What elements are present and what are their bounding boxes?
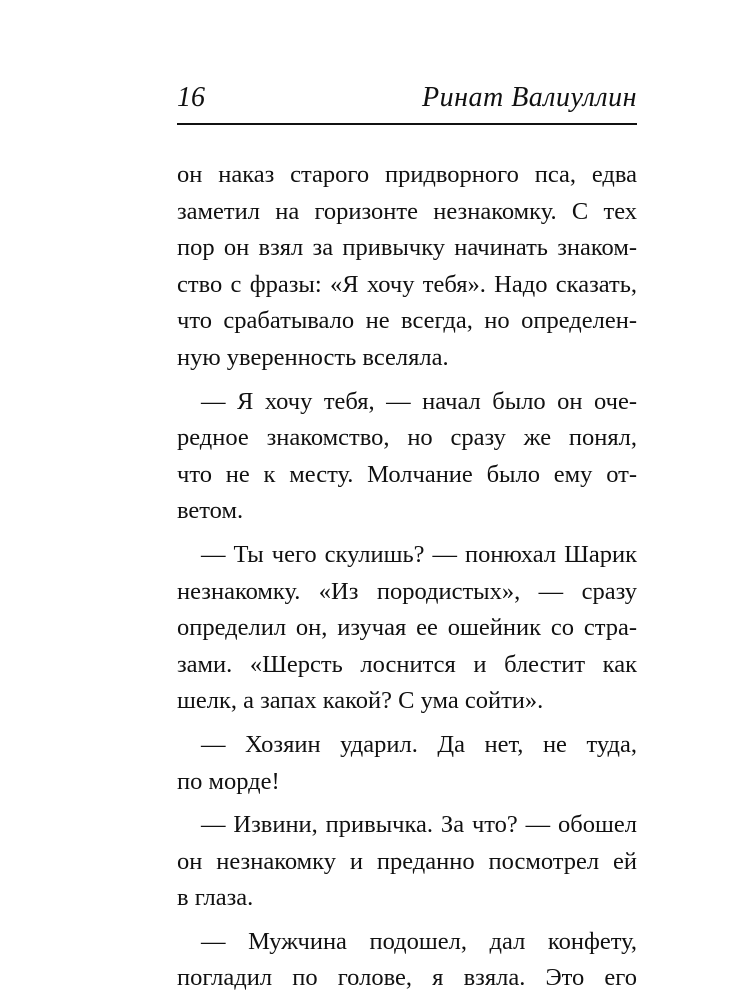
text-line: он наказ старого придворного пса, едва: [177, 161, 637, 188]
text-line: — Хозяин ударил. Да нет, не туда,: [201, 730, 637, 758]
header-rule: [177, 123, 637, 125]
text-line: редное знакомство, но сразу же понял,: [177, 424, 637, 452]
text-line: — Я хочу тебя, — начал было он оче-: [201, 387, 637, 415]
paragraph: [177, 807, 637, 917]
text-line: заметил на горизонте незнакомку. С тех: [177, 197, 637, 225]
paragraph-gap: [177, 800, 637, 807]
paragraph: [177, 157, 637, 377]
text-line: ную уверенность вселяла.: [177, 343, 449, 371]
text-line: в глаза.: [177, 884, 254, 912]
paragraph-gap: [177, 720, 637, 727]
text-line: — Извини, привычка. За что? — обошел: [201, 811, 637, 839]
text-line: — Ты чего скулишь? — понюхал Шарик: [201, 540, 637, 568]
paragraph-gap: [177, 377, 637, 384]
text-line: по морде!: [177, 767, 280, 795]
body-text: [177, 157, 637, 997]
text-line: погладил по голове, я взяла. Это его: [177, 964, 637, 992]
text-line: что не к месту. Молчание было ему от-: [177, 460, 637, 488]
text-line: ство с фразы: «Я хочу тебя». Надо сказать,: [177, 270, 637, 298]
text-line: — Мужчина подошел, дал конфету,: [201, 927, 637, 955]
text-line: определил он, изучая ее ошейник со стра-: [177, 614, 637, 642]
text-line: пор он взял за привычку начинать знаком-: [177, 234, 637, 262]
text-line: что срабатывало не всегда, но определен-: [177, 307, 637, 335]
paragraph: [177, 384, 637, 530]
text-line: зами. «Шерсть лоснится и блестит как: [177, 650, 637, 678]
page-number: 16: [177, 82, 205, 113]
paragraph: [177, 537, 637, 720]
text-line: ветом.: [177, 497, 244, 525]
paragraph: [177, 727, 637, 800]
text-line: незнакомку. «Из породистых», — сразу: [177, 577, 637, 605]
text-line: шелк, а запах какой? С ума сойти».: [177, 687, 544, 715]
text-line: он незнакомку и преданно посмотрел ей: [177, 847, 637, 875]
page-header: [177, 80, 637, 116]
paragraph-gap: [177, 530, 637, 537]
paragraph-gap: [177, 917, 637, 924]
running-head-author: Ринат Валиуллин: [421, 82, 637, 113]
paragraph: [177, 924, 637, 997]
